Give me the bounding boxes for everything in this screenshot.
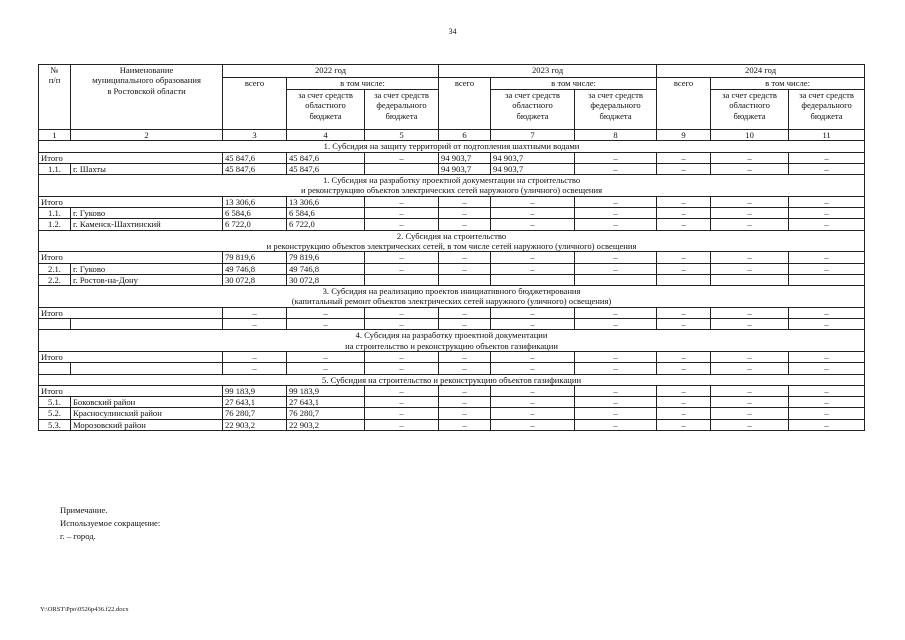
table-row bbox=[39, 363, 865, 374]
value-cell: – bbox=[657, 208, 711, 219]
value-cell: – bbox=[491, 385, 575, 396]
value-cell: – bbox=[365, 351, 439, 362]
table-row bbox=[39, 263, 865, 274]
value-cell: – bbox=[223, 307, 287, 318]
value-cell: – bbox=[711, 307, 789, 318]
value-cell: – bbox=[365, 219, 439, 230]
column-number-cell: 5 bbox=[365, 130, 439, 141]
page-number: 34 bbox=[448, 27, 457, 36]
value-cell: – bbox=[657, 196, 711, 207]
value-cell: – bbox=[711, 385, 789, 396]
value-cell: – bbox=[711, 163, 789, 174]
header-total: всего bbox=[223, 78, 287, 130]
value-cell: – bbox=[223, 319, 287, 330]
value-cell: – bbox=[439, 208, 491, 219]
value-cell: – bbox=[575, 319, 657, 330]
value-cell: 13 306,6 bbox=[287, 196, 365, 207]
value-cell: – bbox=[365, 252, 439, 263]
row-name bbox=[71, 363, 223, 374]
header-federal: за счет средств федерального бюджета bbox=[365, 90, 439, 130]
row-name: Морозовский район bbox=[71, 419, 223, 430]
value-cell: – bbox=[491, 397, 575, 408]
value-cell: – bbox=[491, 419, 575, 430]
value-cell: – bbox=[657, 152, 711, 163]
header-year-2023: 2023 год bbox=[439, 65, 657, 78]
value-cell: – bbox=[365, 208, 439, 219]
value-cell: – bbox=[789, 152, 865, 163]
value-cell: – bbox=[439, 397, 491, 408]
header-total: всего bbox=[439, 78, 491, 130]
value-cell: 94 903,7 bbox=[439, 152, 491, 163]
value-cell: – bbox=[491, 351, 575, 362]
value-cell bbox=[657, 274, 711, 285]
value-cell: – bbox=[287, 307, 365, 318]
row-number bbox=[39, 319, 71, 330]
column-number-cell: 9 bbox=[657, 130, 711, 141]
value-cell: – bbox=[287, 319, 365, 330]
value-cell: – bbox=[439, 252, 491, 263]
table-row bbox=[39, 152, 865, 163]
value-cell: – bbox=[439, 385, 491, 396]
column-number-cell: 3 bbox=[223, 130, 287, 141]
column-number-cell: 4 bbox=[287, 130, 365, 141]
value-cell: 45 847,6 bbox=[287, 152, 365, 163]
value-cell: – bbox=[657, 263, 711, 274]
row-number: 5.2. bbox=[39, 408, 71, 419]
value-cell: – bbox=[575, 208, 657, 219]
value-cell: – bbox=[439, 363, 491, 374]
table-row bbox=[39, 219, 865, 230]
value-cell: – bbox=[365, 419, 439, 430]
column-number-cell: 1 bbox=[39, 130, 71, 141]
row-name bbox=[71, 319, 223, 330]
value-cell bbox=[711, 274, 789, 285]
value-cell: – bbox=[439, 419, 491, 430]
value-cell: – bbox=[365, 319, 439, 330]
table-row bbox=[39, 196, 865, 207]
value-cell: – bbox=[223, 363, 287, 374]
value-cell: – bbox=[491, 408, 575, 419]
value-cell: – bbox=[711, 208, 789, 219]
value-cell: – bbox=[657, 351, 711, 362]
value-cell: – bbox=[575, 219, 657, 230]
note-line: Примечание. bbox=[60, 505, 108, 515]
column-number-cell: 6 bbox=[439, 130, 491, 141]
value-cell: – bbox=[711, 351, 789, 362]
value-cell: 27 643,1 bbox=[223, 397, 287, 408]
row-name: Итого bbox=[39, 196, 223, 207]
header-regional: за счет средств областного бюджета bbox=[287, 90, 365, 130]
table-row bbox=[39, 419, 865, 430]
value-cell: – bbox=[657, 408, 711, 419]
row-number: 1.2. bbox=[39, 219, 71, 230]
header-name: Наименование муниципального образования в Ростовской области bbox=[71, 65, 223, 130]
value-cell: – bbox=[491, 196, 575, 207]
value-cell bbox=[365, 274, 439, 285]
value-cell: – bbox=[657, 307, 711, 318]
value-cell: – bbox=[789, 351, 865, 362]
value-cell: – bbox=[491, 252, 575, 263]
value-cell: – bbox=[711, 397, 789, 408]
value-cell: – bbox=[575, 263, 657, 274]
value-cell: – bbox=[575, 152, 657, 163]
table-row bbox=[39, 252, 865, 263]
value-cell: – bbox=[657, 419, 711, 430]
section-title-row bbox=[39, 175, 865, 197]
value-cell: 6 722,0 bbox=[287, 219, 365, 230]
header-total: всего bbox=[657, 78, 711, 130]
section-title: 4. Субсидия на разработку проектной документации на строительство и реконструкцию объектов газификации bbox=[39, 330, 865, 352]
value-cell: – bbox=[575, 397, 657, 408]
value-cell: 27 643,1 bbox=[287, 397, 365, 408]
value-cell: – bbox=[439, 307, 491, 318]
table-row bbox=[39, 408, 865, 419]
row-name: г. Гуково bbox=[71, 208, 223, 219]
section-title-row bbox=[39, 286, 865, 308]
value-cell: – bbox=[365, 196, 439, 207]
section-title-row bbox=[39, 230, 865, 252]
value-cell: – bbox=[491, 208, 575, 219]
value-cell: 6 584,6 bbox=[287, 208, 365, 219]
value-cell: – bbox=[657, 385, 711, 396]
section-title: 3. Субсидия на реализацию проектов инициативного бюджетирования (капитальный ремонт объектов электрических сетей наружного (уличного) освещения) bbox=[39, 286, 865, 308]
value-cell: – bbox=[491, 219, 575, 230]
value-cell: – bbox=[711, 152, 789, 163]
value-cell: 94 903,7 bbox=[439, 163, 491, 174]
value-cell: – bbox=[575, 163, 657, 174]
row-name: г. Каменск-Шахтинский bbox=[71, 219, 223, 230]
value-cell: – bbox=[365, 397, 439, 408]
value-cell: 99 183,9 bbox=[287, 385, 365, 396]
value-cell: – bbox=[287, 363, 365, 374]
header-incl: в том числе: bbox=[491, 78, 657, 90]
value-cell: – bbox=[575, 351, 657, 362]
subsidy-table bbox=[38, 64, 865, 431]
row-number: 1.1. bbox=[39, 163, 71, 174]
header-num: № п/п bbox=[39, 65, 71, 130]
value-cell: – bbox=[789, 219, 865, 230]
value-cell: 94 903,7 bbox=[491, 163, 575, 174]
value-cell: – bbox=[711, 363, 789, 374]
row-number: 2.2. bbox=[39, 274, 71, 285]
value-cell: – bbox=[439, 219, 491, 230]
note-line: г. – город. bbox=[60, 531, 96, 541]
row-number: 5.1. bbox=[39, 397, 71, 408]
value-cell bbox=[439, 274, 491, 285]
value-cell: – bbox=[789, 408, 865, 419]
header-year-2024: 2024 год bbox=[657, 65, 865, 78]
notes bbox=[60, 504, 160, 543]
value-cell: – bbox=[575, 385, 657, 396]
value-cell: – bbox=[789, 208, 865, 219]
value-cell: 45 847,6 bbox=[223, 163, 287, 174]
row-number: 1.1. bbox=[39, 208, 71, 219]
value-cell: 76 280,7 bbox=[223, 408, 287, 419]
value-cell: 30 072,8 bbox=[287, 274, 365, 285]
value-cell: – bbox=[491, 363, 575, 374]
table-row bbox=[39, 351, 865, 362]
row-number: 5.3. bbox=[39, 419, 71, 430]
value-cell bbox=[789, 274, 865, 285]
value-cell: – bbox=[789, 397, 865, 408]
value-cell: – bbox=[287, 351, 365, 362]
section-title-row bbox=[39, 330, 865, 352]
value-cell: 79 819,6 bbox=[287, 252, 365, 263]
table-row bbox=[39, 163, 865, 174]
table-row bbox=[39, 385, 865, 396]
value-cell: – bbox=[439, 408, 491, 419]
value-cell: – bbox=[365, 307, 439, 318]
note-line: Используемое сокращение: bbox=[60, 518, 161, 528]
value-cell: – bbox=[657, 252, 711, 263]
value-cell: – bbox=[575, 419, 657, 430]
header-incl: в том числе: bbox=[287, 78, 439, 90]
row-name: Итого bbox=[39, 385, 223, 396]
value-cell: 13 306,6 bbox=[223, 196, 287, 207]
value-cell: – bbox=[657, 163, 711, 174]
header-regional: за счет средств областного бюджета bbox=[711, 90, 789, 130]
value-cell: 30 072,8 bbox=[223, 274, 287, 285]
value-cell bbox=[575, 274, 657, 285]
section-title: 1. Субсидия на защиту территорий от подтопления шахтными водами bbox=[39, 141, 865, 152]
value-cell: – bbox=[711, 263, 789, 274]
column-number-cell: 7 bbox=[491, 130, 575, 141]
value-cell: – bbox=[789, 319, 865, 330]
value-cell: – bbox=[789, 163, 865, 174]
value-cell: – bbox=[223, 351, 287, 362]
row-name: Итого bbox=[39, 152, 223, 163]
value-cell: – bbox=[789, 252, 865, 263]
value-cell: 76 280,7 bbox=[287, 408, 365, 419]
row-name: г. Ростов-на-Дону bbox=[71, 274, 223, 285]
header-federal: за счет средств федерального бюджета bbox=[789, 90, 865, 130]
section-title: 1. Субсидия на разработку проектной документации на строительство и реконструкцию объектов электрических сетей наружного (уличного) освещения bbox=[39, 175, 865, 197]
value-cell: 99 183,9 bbox=[223, 385, 287, 396]
value-cell: – bbox=[491, 307, 575, 318]
section-title-row bbox=[39, 374, 865, 385]
row-name: Итого bbox=[39, 307, 223, 318]
value-cell bbox=[365, 163, 439, 174]
table-row bbox=[39, 208, 865, 219]
file-path-footer: Y:\ORST\Ppo\0526p436.f22.docx bbox=[40, 606, 129, 613]
value-cell: 45 847,6 bbox=[223, 152, 287, 163]
value-cell: – bbox=[789, 363, 865, 374]
header-federal: за счет средств федерального бюджета bbox=[575, 90, 657, 130]
value-cell: – bbox=[711, 419, 789, 430]
column-number-cell: 2 bbox=[71, 130, 223, 141]
row-name: Итого bbox=[39, 351, 223, 362]
value-cell: – bbox=[575, 408, 657, 419]
value-cell: – bbox=[365, 408, 439, 419]
row-name: Боковский район bbox=[71, 397, 223, 408]
value-cell: – bbox=[575, 307, 657, 318]
column-number-cell: 8 bbox=[575, 130, 657, 141]
value-cell: – bbox=[789, 419, 865, 430]
row-name: г. Гуково bbox=[71, 263, 223, 274]
header-regional: за счет средств областного бюджета bbox=[491, 90, 575, 130]
value-cell: – bbox=[365, 363, 439, 374]
value-cell: 22 903,2 bbox=[223, 419, 287, 430]
value-cell: – bbox=[365, 263, 439, 274]
value-cell: – bbox=[439, 319, 491, 330]
value-cell: – bbox=[789, 196, 865, 207]
value-cell: – bbox=[365, 152, 439, 163]
section-title: 5. Субсидия на строительство и реконструкцию объектов газификации bbox=[39, 374, 865, 385]
value-cell: – bbox=[491, 319, 575, 330]
value-cell: 49 746,8 bbox=[223, 263, 287, 274]
value-cell: – bbox=[439, 351, 491, 362]
row-number: 2.1. bbox=[39, 263, 71, 274]
value-cell bbox=[491, 274, 575, 285]
header-year-2022: 2022 год bbox=[223, 65, 439, 78]
row-name: Красносулинский район bbox=[71, 408, 223, 419]
value-cell: – bbox=[491, 263, 575, 274]
value-cell: 79 819,6 bbox=[223, 252, 287, 263]
value-cell: 45 847,6 bbox=[287, 163, 365, 174]
table-row bbox=[39, 319, 865, 330]
row-name: Итого bbox=[39, 252, 223, 263]
column-number-cell: 11 bbox=[789, 130, 865, 141]
value-cell: – bbox=[711, 252, 789, 263]
value-cell: 22 903,2 bbox=[287, 419, 365, 430]
value-cell: – bbox=[789, 307, 865, 318]
value-cell: 94 903,7 bbox=[491, 152, 575, 163]
column-number-cell: 10 bbox=[711, 130, 789, 141]
value-cell: – bbox=[365, 385, 439, 396]
value-cell: – bbox=[711, 196, 789, 207]
value-cell: – bbox=[711, 219, 789, 230]
header-incl: в том числе: bbox=[711, 78, 865, 90]
value-cell: – bbox=[657, 319, 711, 330]
value-cell: 49 746,8 bbox=[287, 263, 365, 274]
value-cell: – bbox=[657, 397, 711, 408]
value-cell: – bbox=[789, 385, 865, 396]
section-title: 2. Субсидия на строительство и реконструкцию объектов электрических сетей, в том числе сетей наружного (уличного) освещения bbox=[39, 230, 865, 252]
section-title-row bbox=[39, 141, 865, 152]
table-row bbox=[39, 397, 865, 408]
value-cell: – bbox=[789, 263, 865, 274]
table-row bbox=[39, 274, 865, 285]
value-cell: – bbox=[657, 363, 711, 374]
value-cell: – bbox=[711, 319, 789, 330]
value-cell: – bbox=[439, 263, 491, 274]
value-cell: – bbox=[439, 196, 491, 207]
table-row bbox=[39, 307, 865, 318]
value-cell: 6 584,6 bbox=[223, 208, 287, 219]
value-cell: – bbox=[575, 363, 657, 374]
value-cell: 6 722,0 bbox=[223, 219, 287, 230]
value-cell: – bbox=[575, 196, 657, 207]
value-cell: – bbox=[657, 219, 711, 230]
value-cell: – bbox=[575, 252, 657, 263]
row-number bbox=[39, 363, 71, 374]
column-numbers-row bbox=[39, 130, 865, 141]
value-cell: – bbox=[711, 408, 789, 419]
row-name: г. Шахты bbox=[71, 163, 223, 174]
